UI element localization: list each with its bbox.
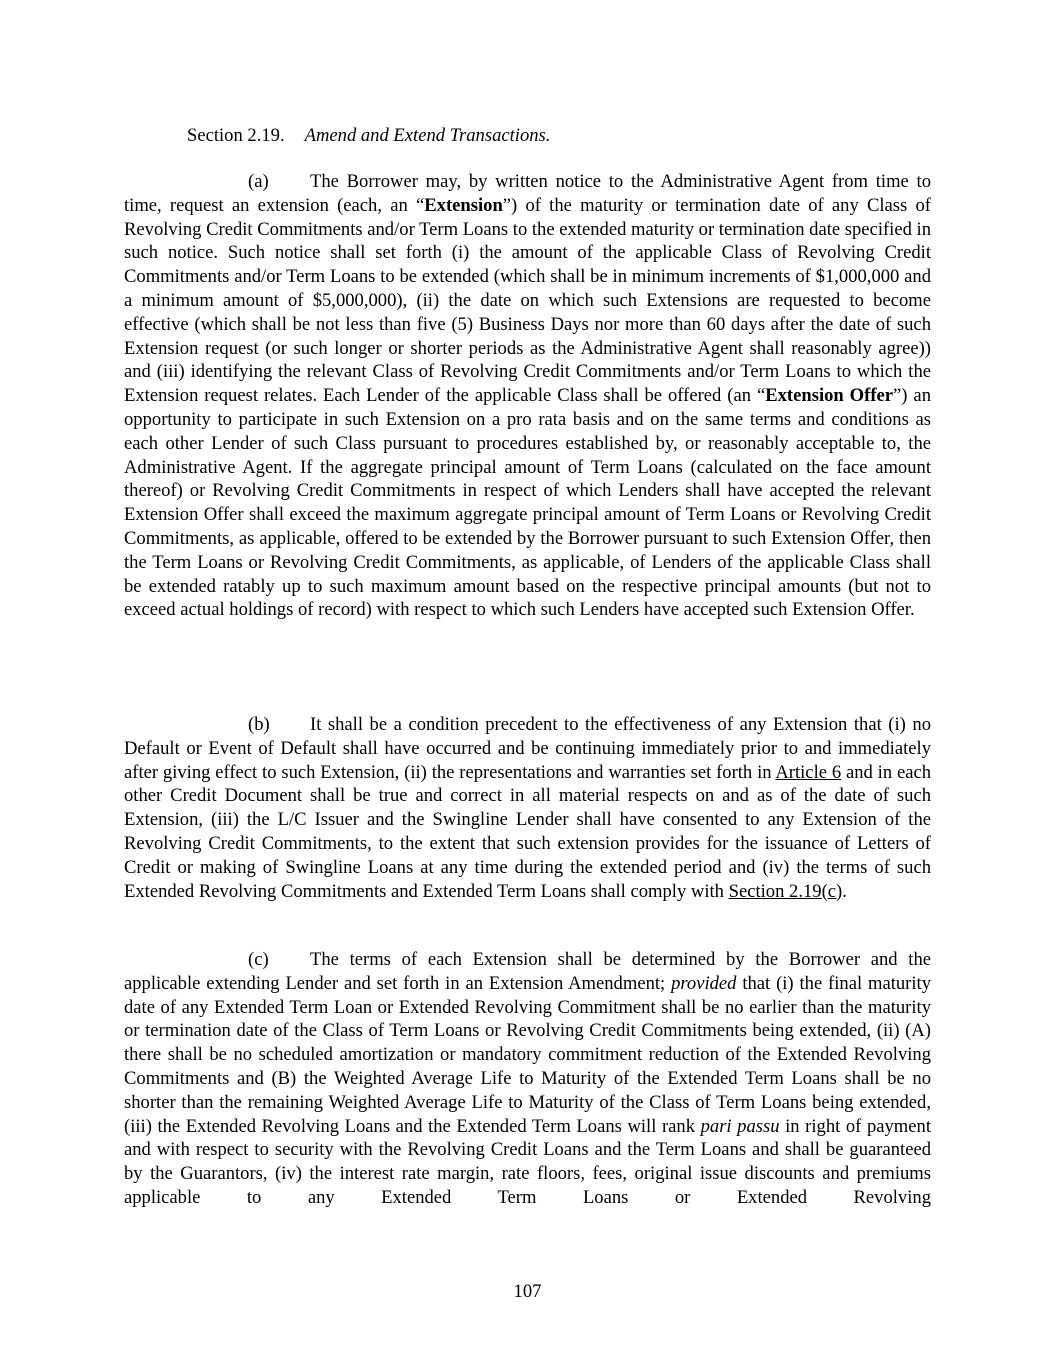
cross-reference-article-6: Article 6 [775, 761, 842, 783]
paragraph-text: The Borrower may, by written notice to the Administrative Agent from time to time, request an extension (each, an “ [124, 171, 931, 216]
paragraph-text: . [842, 880, 847, 902]
paragraph-text: and in each other Credit Document shall be true and correct in all material respects on and as of the date of such Extension, (iii) the L/C Issuer and the Swingline Lender shall have consented to any Extension of the Revolving Credit Commitments, to the extent that such extension provides for the issuance of Letters of Credit or making of Swingline Loans at any time during the extended period and (iv) the terms of such Extended Revolving Commitments and Extended Term Loans shall comply with [124, 761, 932, 902]
emphasis-pari-passu: pari passu [700, 1115, 780, 1137]
section-heading [187, 124, 947, 148]
paragraph-text: that (i) the final maturity date of any Extended Term Loan or Extended Revolving Commitment shall be no earlier than the maturity or termination date of the Class of Term Loans or Revolving Credit Commitments being extended, (ii) (A) there shall be no scheduled amortization or mandatory commitment reduction of the Extended Revolving Commitments and (B) the Weighted Average Life to Maturity of the Extended Term Loans shall be no shorter than the remaining Weighted Average Life to Maturity of the Class of Term Loans being extended, (iii) the Extended Revolving Loans and the Extended Term Loans will rank [124, 972, 931, 1137]
paragraph-text: ”) an opportunity to participate in such Extension on a pro rata basis and on the same terms and conditions as each other Lender of such Class pursuant to procedures established by, or reasonably acceptable to, the Administrative Agent. If the aggregate principal amount of Term Loans (calculated on the face amount thereof) or Revolving Credit Commitments in respect of which Lenders shall have accepted the relevant Extension Offer shall exceed the maximum aggregate principal amount of Term Loans or Revolving Credit Commitments, as applicable, offered to be extended by the Borrower pursuant to such Extension Offer, then the Term Loans or Revolving Credit Commitments, as applicable, of Lenders of the applicable Class shall be extended ratably up to such maximum amount based on the respective principal amounts (but not to exceed actual holdings of record) with respect to which such Lenders have accepted such Extension Offer. [124, 385, 931, 621]
paragraph-text: The terms of each Extension shall be determined by the Borrower and the applicable extending Lender and set forth in an Extension Amendment; [124, 949, 931, 994]
defined-term-extension: Extension [424, 194, 503, 216]
paragraph-a [124, 170, 931, 622]
section-title: Amend and Extend Transactions. [304, 125, 551, 146]
page-number: 107 [513, 1281, 542, 1302]
paragraph-label: (a) [248, 171, 269, 192]
paragraph-text: in right of payment and with respect to security with the Revolving Credit Loans and the Term Loans and shall be guaranteed by the Guarantors, (iv) the interest rate margin, rate floors, fees, original issue discounts and premiums applicable to any Extended Term Loans or Extended Revolving [124, 1115, 931, 1208]
emphasis-provided: provided [671, 972, 737, 994]
paragraph-label: (b) [248, 714, 270, 735]
cross-reference-section-2-19c: Section 2.19(c) [728, 880, 843, 902]
paragraph-b [124, 713, 931, 903]
paragraph-text: ”) of the maturity or termination date of any Class of Revolving Credit Commitments and/or Term Loans to the extended maturity or termination date specified in such notice. Such notice shall set forth (i) the amount of the applicable Class of Revolving Credit Commitments and/or Term Loans to be extended (which shall be in minimum increments of $1,000,000 and a minimum amount of $5,000,000), (ii) the date on which such Extensions are requested to become effective (which shall be not less than five (5) Business Days nor more than 60 days after the date of such Extension request (or such longer or shorter periods as the Administrative Agent shall reasonably agree)) and (iii) identifying the relevant Class of Revolving Credit Commitments and/or Term Loans to which the Extension request relates. Each Lender of the applicable Class shall be offered (an “ [124, 194, 932, 407]
paragraph-text: It shall be a condition precedent to the effectiveness of any Extension that (i) no Default or Event of Default shall have occurred and be continuing immediately prior to and immediately after giving effect to such Extension, (ii) the representations and warranties set forth in [124, 714, 931, 783]
paragraph-c [124, 948, 931, 1210]
section-number: Section 2.19. [187, 125, 285, 146]
defined-term-extension-offer: Extension Offer [765, 385, 894, 407]
paragraph-label: (c) [248, 949, 269, 970]
